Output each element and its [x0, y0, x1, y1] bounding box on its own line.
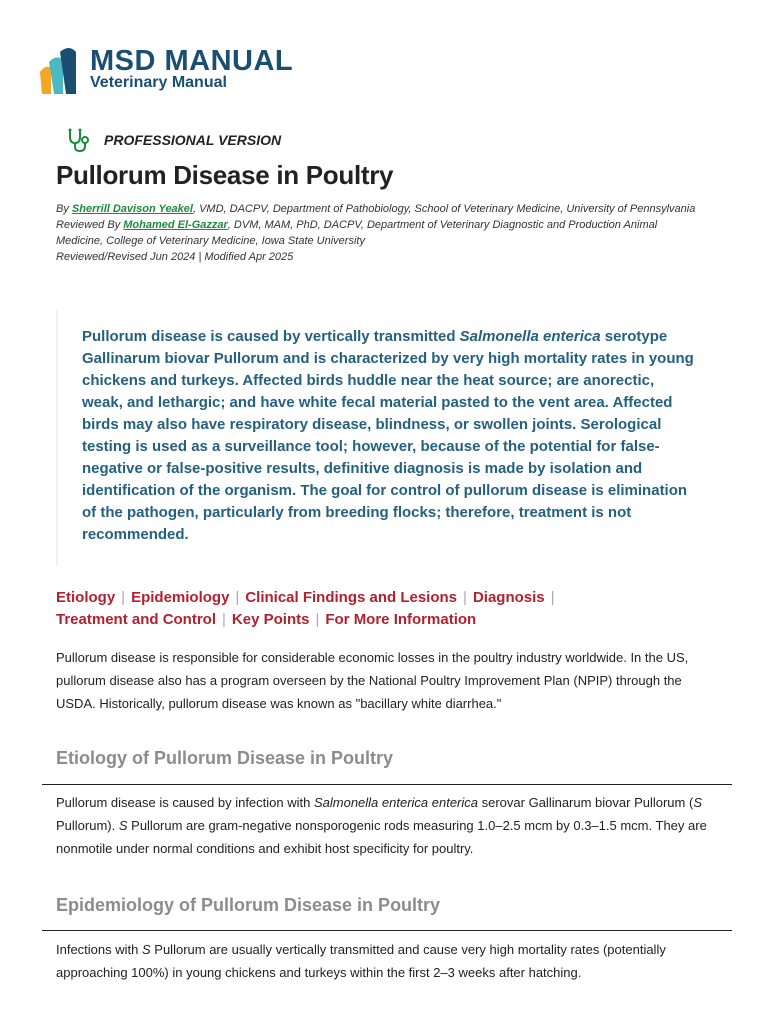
organism-name: Salmonella enterica enterica	[313, 795, 479, 810]
section-nav	[56, 587, 716, 631]
toc-link-treatment[interactable]: Treatment and Control	[56, 611, 217, 628]
review-dates: Reviewed/Revised Jun 2024 | Modified Apr 2025	[56, 251, 294, 263]
logo-subtitle: Veterinary Manual	[90, 74, 227, 91]
text-part: Infections with	[56, 942, 142, 957]
section-divider	[42, 930, 732, 931]
summary-organism: Salmonella enterica	[459, 328, 601, 345]
toc-link-etiology[interactable]: Etiology	[56, 589, 116, 606]
toc-separator: |	[121, 589, 126, 606]
toc-link-diagnosis[interactable]: Diagnosis	[472, 589, 545, 606]
intro-paragraph: Pullorum disease is responsible for considerable economic losses in the poultry industry worldwide. In the US, pullorum disease also has a program overseen by the National Poultry Improvement Plan (NPIP) through the USDA. Historically, pullorum disease was known as "bacillary white diarrhea."	[56, 650, 689, 711]
text-part: Pullorum disease is caused by infection with	[56, 795, 314, 810]
author-link[interactable]: Sherrill Davison Yeakel	[71, 203, 193, 215]
text-part: serovar Gallinarum biovar Pullorum (	[478, 795, 694, 810]
reviewer-line	[56, 217, 696, 249]
toc-link-clinical-findings[interactable]: Clinical Findings and Lesions	[245, 589, 458, 606]
etiology-paragraph	[56, 791, 716, 860]
toc-separator: |	[463, 589, 467, 606]
reviewed-prefix: Reviewed By	[56, 219, 124, 231]
author-line	[56, 201, 696, 217]
toc-separator: |	[235, 589, 240, 606]
by-prefix: By	[56, 203, 72, 215]
stethoscope-icon	[64, 126, 92, 154]
toc-separator: |	[315, 611, 320, 628]
text-part: Pullorum are gram-negative nonsporogenic rods measuring 1.0–2.5 mcm by 0.3–1.5 mcm. They are nonmotile under normal conditions and exhibit host specificity for poultry.	[56, 818, 707, 856]
organism-abbrev: S	[118, 818, 128, 833]
summary-text-part: Pullorum disease is caused by vertically transmitted	[82, 328, 460, 345]
logo-mark-icon	[36, 46, 86, 96]
version-indicator	[64, 126, 281, 154]
toc-link-more-info[interactable]: For More Information	[325, 611, 477, 628]
reviewer-link[interactable]: Mohamed El-Gazzar	[123, 219, 228, 231]
epidemiology-heading: Epidemiology of Pullorum Disease in Poultry	[56, 895, 441, 915]
toc-link-key-points[interactable]: Key Points	[231, 611, 310, 628]
author-credentials: , VMD, DACPV, Department of Pathobiology, School of Veterinary Medicine, University of Pennsylvania	[192, 203, 696, 215]
section-divider	[42, 784, 732, 785]
toc-link-epidemiology[interactable]: Epidemiology	[131, 589, 230, 606]
summary-box	[56, 310, 696, 566]
msd-manual-logo[interactable]	[36, 46, 293, 96]
text-part: Pullorum are usually vertically transmitted and cause very high mortality rates (potentially approaching 100%) in young chickens and turkeys within the first 2–3 weeks after hatching.	[56, 942, 666, 980]
organism-abbrev: S	[142, 942, 151, 957]
reviewer-credentials: , DVM, MAM, PhD, DACPV, Department of Veterinary Diagnostic and Production Animal Medicine, College of Veterinary Medicine, Iowa State University	[56, 219, 658, 247]
page-title: Pullorum Disease in Poultry	[56, 160, 394, 190]
toc-separator: |	[222, 611, 226, 628]
summary-text-part: serotype Gallinarum biovar Pullorum and is characterized by very high mortality rates in young chickens and turkeys. Affected birds huddle near the heat source; are anorectic, weak, and lethargic; and have white fecal material pasted to the vent area. Affected birds may also have respiratory disease, blindness, or swollen joints. Serological testing is used as a surveillance tool; however, because of the potential for false-negative or false-positive results, definitive diagnosis is made by isolation and identification of the organism. The goal for control of pullorum disease is elimination of the pathogen, particularly from breeding flocks; therefore, treatment is not recommended.	[82, 328, 694, 543]
article-byline	[56, 201, 696, 265]
etiology-heading: Etiology of Pullorum Disease in Poultry	[56, 748, 394, 768]
epidemiology-paragraph	[56, 938, 716, 984]
summary-text	[82, 326, 696, 546]
version-label: PROFESSIONAL VERSION	[104, 132, 282, 148]
text-part: Pullorum).	[56, 818, 119, 833]
toc-separator: |	[550, 589, 555, 606]
organism-abbrev: S	[693, 795, 702, 810]
logo-title: MSD MANUAL	[90, 45, 294, 77]
